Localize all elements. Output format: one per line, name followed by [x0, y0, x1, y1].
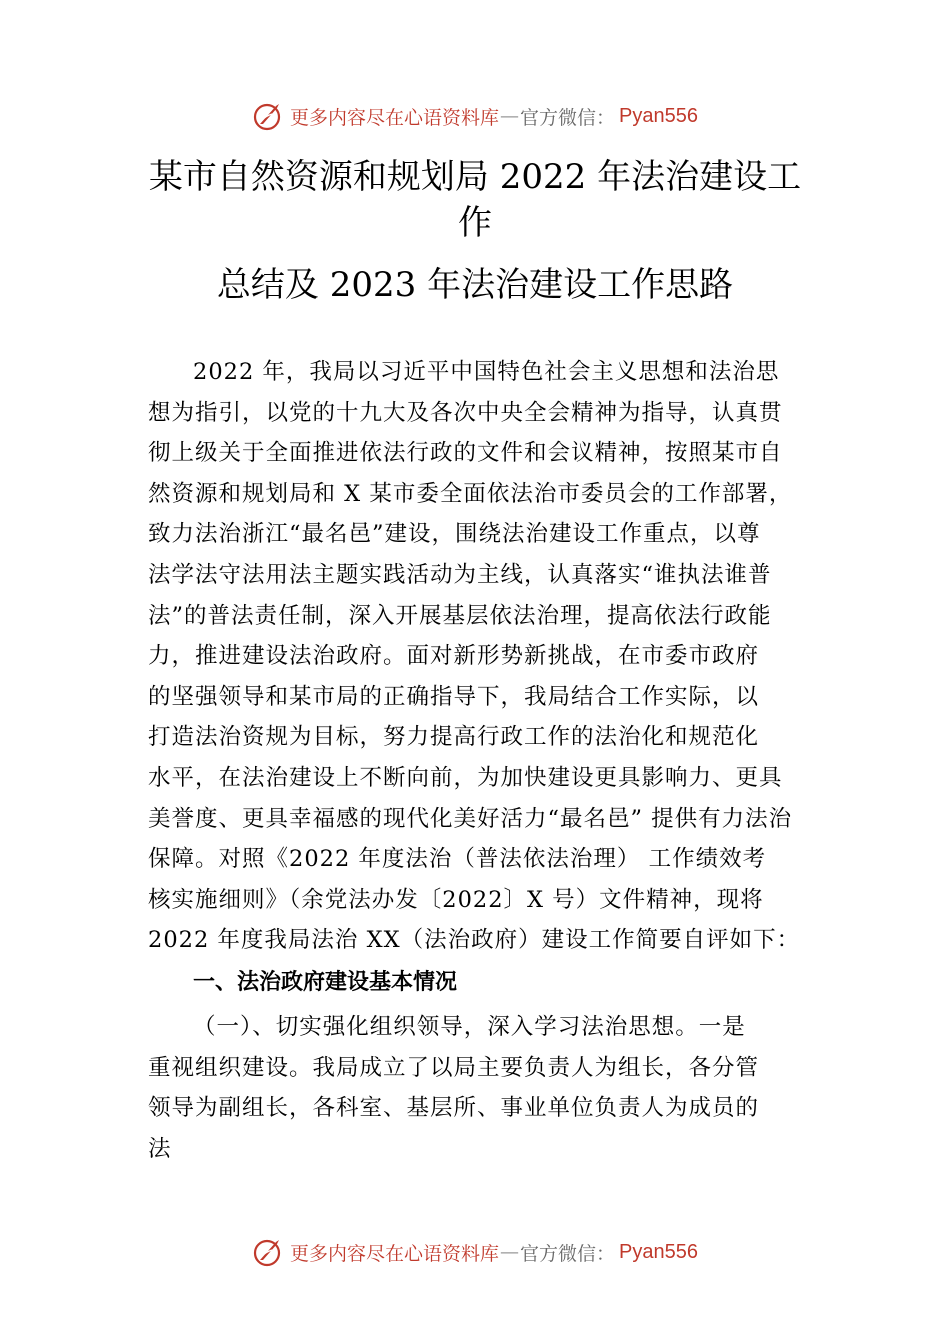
document-title: [110, 154, 840, 246]
paragraph-line: 2022 年度我局法治 XX（法治政府）建设工作简要自评如下：: [148, 927, 801, 954]
watermark-library-text: 更多内容尽在心语资料库: [289, 106, 499, 129]
section-1-paragraph: [148, 1007, 828, 1169]
paragraph-line: 法: [148, 1135, 172, 1162]
paragraph-line: 法学法守法用法主题实践活动为主线，认真落实“谁执法谁普: [148, 561, 772, 588]
section-heading-1: 一、法治政府建设基本情况: [193, 970, 458, 995]
paragraph-line: 水平，在法治建设上不断向前，为加快建设更具影响力、更具: [148, 764, 783, 791]
intro-paragraph: [148, 352, 828, 961]
quill-circle-icon: [252, 100, 284, 132]
paragraph-line: （一）、切实强化组织领导，深入学习法治思想。一是: [193, 1014, 746, 1040]
watermark-bottom: [0, 1232, 950, 1272]
watermark-wechat-label: 官方微信: [520, 1242, 597, 1265]
paragraph-line: 打造法治资规为目标，努力提高行政工作的法治化和规范化: [148, 724, 760, 751]
watermark-wechat-label: 官方微信: [520, 106, 597, 129]
title-line-2: 总结及 2023 年法治建设工作思路: [216, 265, 734, 305]
paragraph-line: 的坚强领导和某市局的正确指导下，我局结合工作实际，以: [148, 683, 760, 710]
watermark-library-text: 更多内容尽在心语资料库: [289, 1242, 499, 1265]
document-subtitle: [110, 262, 840, 308]
quill-circle-icon: [252, 1236, 284, 1268]
paragraph-line: 领导为副组长，各科室、基层所、事业单位负责人为成员的: [148, 1095, 760, 1122]
watermark-colon: ：: [596, 1242, 616, 1265]
watermark-wechat-id: Pyan556: [619, 1240, 698, 1263]
paragraph-line: 法”的普法责任制，深入开展基层依法治理，提高依法行政能: [148, 602, 772, 629]
paragraph-line: 保障。对照《2022 年度法治（普法依法治理） 工作绩效考: [148, 846, 767, 873]
paragraph-line: 重视组织建设。我局成立了以局主要负责人为组长，各分管: [148, 1054, 760, 1081]
watermark-top: [0, 96, 950, 136]
watermark-wechat-id: Pyan556: [619, 104, 698, 127]
paragraph-line: 想为指引，以党的十九大及各次中央全会精神为指导，认真贯: [148, 399, 783, 426]
paragraph-line: 致力法治浙江“最名邑”建设，围绕法治建设工作重点，以尊: [148, 521, 761, 548]
paragraph-line: 2022 年，我局以习近平中国特色社会主义思想和法治思: [193, 359, 780, 385]
title-line-1-wrap: 作: [458, 203, 492, 243]
watermark-separator: —: [500, 1241, 519, 1263]
watermark-separator: —: [500, 105, 519, 127]
paragraph-line: 核实施细则》（余党法办发〔2022〕X 号）文件精神，现将: [148, 886, 764, 913]
paragraph-line: 美誉度、更具幸福感的现代化美好活力“最名邑” 提供有力法治: [148, 805, 793, 832]
paragraph-line: 彻上级关于全面推进依法行政的文件和会议精神，按照某市自: [148, 440, 783, 467]
paragraph-line: 然资源和规划局和 X 某市委全面依法治市委员会的工作部署，: [148, 480, 793, 507]
title-line-1: 某市自然资源和规划局 2022 年法治建设工: [148, 157, 802, 197]
watermark-colon: ：: [596, 106, 616, 129]
paragraph-line: 力，推进建设法治政府。面对新形势新挑战，在市委市政府: [148, 643, 760, 670]
